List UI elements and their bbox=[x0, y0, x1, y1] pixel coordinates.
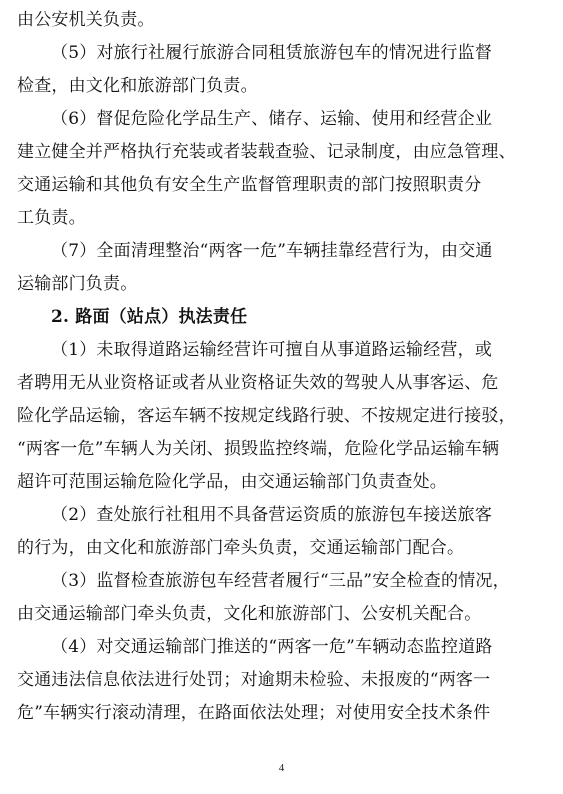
text-line: （4）对交通运输部门推送的“两客一危”车辆动态监控道路 bbox=[51, 637, 493, 657]
text-line: 的行为，由文化和旅游部门牵头负责，交通运输部门配合。 bbox=[17, 538, 465, 558]
text-line: 者聘用无从业资格证或者从业资格证失效的驾驶人从事客运、危 bbox=[17, 373, 499, 393]
text-line: 危”车辆实行滚动清理，在路面依法处理；对使用安全技术条件 bbox=[17, 703, 491, 723]
page-number: 4 bbox=[278, 762, 285, 774]
text-line: （3）监督检查旅游包车经营者履行“三品”安全检查的情况， bbox=[51, 571, 510, 591]
text-line: 工负责。 bbox=[17, 208, 86, 228]
text-line: （6）督促危险化学品生产、储存、运输、使用和经营企业 bbox=[51, 109, 493, 129]
text-line: 超许可范围运输危险化学品，由交通运输部门负责查处。 bbox=[17, 472, 447, 492]
text-line: 运输部门负责。 bbox=[17, 274, 138, 294]
text-line: 检查，由文化和旅游部门负责。 bbox=[17, 76, 258, 96]
text-line: 由交通运输部门牵头负责，文化和旅游部门、公安机关配合。 bbox=[17, 604, 482, 624]
text-line: 建立健全并严格执行充装或者装载查验、记录制度，由应急管理、 bbox=[17, 142, 516, 162]
text-line: （1）未取得道路运输经营许可擅自从事道路运输经营，或 bbox=[51, 340, 493, 360]
text-line: 交通违法信息依法进行处罚；对逾期未检验、未报废的“两客一 bbox=[17, 670, 491, 690]
text-line: “两客一危”车辆人为关闭、损毁监控终端，危险化学品运输车辆 bbox=[17, 439, 500, 459]
text-line: （7）全面清理整治“两客一危”车辆挂靠经营行为，由交通 bbox=[51, 241, 493, 261]
text-line: （2）查处旅行社租用不具备营运资质的旅游包车接送旅客 bbox=[51, 505, 493, 525]
text-line: （5）对旅行社履行旅游合同租赁旅游包车的情况进行监督 bbox=[51, 43, 493, 63]
text-line: 由公安机关负责。 bbox=[17, 10, 155, 30]
section-heading: 2. 路面（站点）执法责任 bbox=[51, 307, 248, 327]
text-line: 交通运输和其他负有安全生产监督管理职责的部门按照职责分 bbox=[17, 175, 482, 195]
text-line: 险化学品运输，客运车辆不按规定线路行驶、不按规定进行接驳， bbox=[17, 406, 516, 426]
body-text bbox=[17, 4, 541, 730]
